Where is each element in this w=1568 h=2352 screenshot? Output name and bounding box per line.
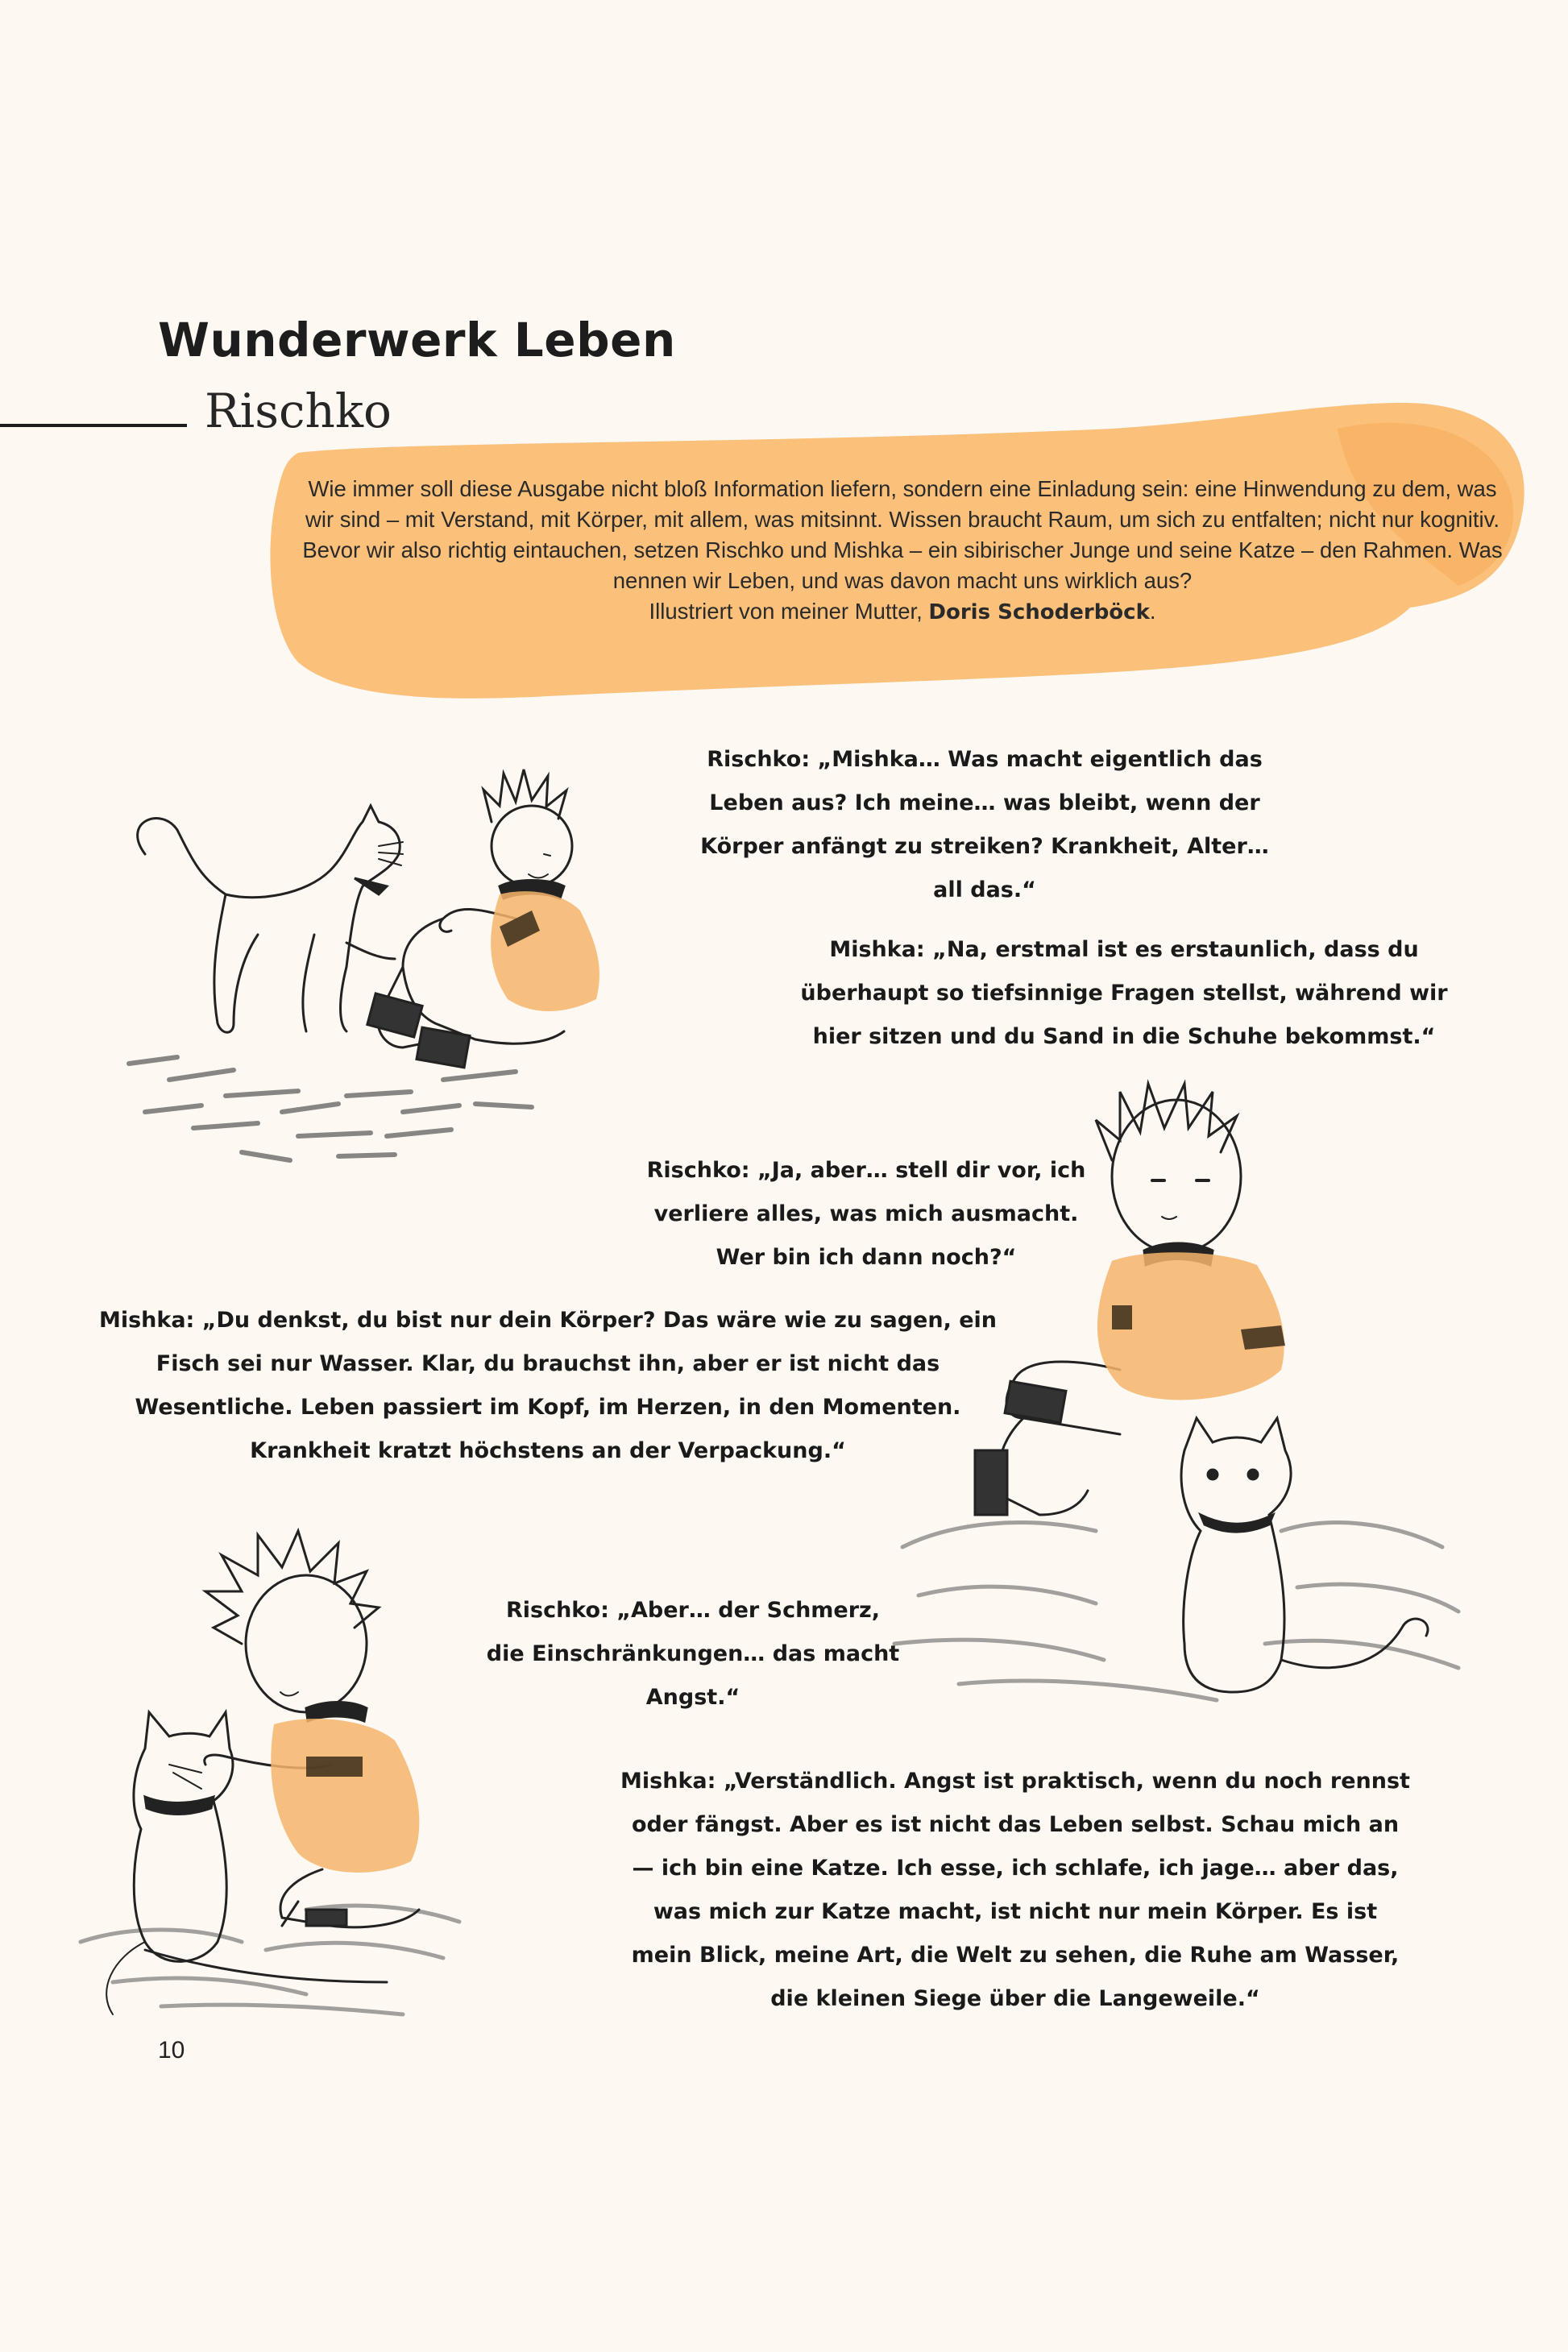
intro-credit bbox=[298, 596, 1507, 628]
dialogue-rischko-2: Rischko: „Ja, aber… stell dir vor, ich verliere alles, was mich ausmacht. Wer bin ich dann noch?“ bbox=[646, 1158, 1086, 1270]
page-number: 10 bbox=[158, 2037, 185, 2064]
intro-text bbox=[298, 474, 1507, 628]
dialogue-rischko-1: Rischko: „Mishka… Was macht eigentlich das Leben aus? Ich meine… was bleibt, wenn der Körper anfängt zu streiken? Krankheit, Alter… all das.“ bbox=[700, 747, 1269, 902]
intro-paragraph-2: Bevor wir also richtig eintauchen, setzen Rischko und Mishka – ein sibirischer Junge und seine Katze – den Rahmen. Was nennen wir Leben, und was davon macht uns wirklich aus? bbox=[302, 537, 1503, 593]
dialogue-rischko-3: Rischko: „Aber… der Schmerz, die Einschränkungen… das macht Angst.“ bbox=[486, 1598, 900, 1710]
illustration-boy-and-cat-sitting bbox=[97, 757, 757, 1176]
dialogue-mishka-3: Mishka: „Verständlich. Angst ist praktisch, wenn du noch rennst oder fängst. Aber es ist nicht das Leben selbst. Schau mich an — ich bin eine Katze. Ich esse, ich schlafe, ich jage… aber das, was mich zur Katze macht, ist nicht nur mein Körper. Es ist mein Blick, meine Art, die Welt zu sehen, die Ruhe am Wasser, die kleinen Siege über die Langeweile.“ bbox=[620, 1769, 1410, 2011]
title-rule bbox=[0, 424, 187, 427]
article-title: Wunderwerk Leben bbox=[158, 313, 676, 367]
dialogue-mishka-1: Mishka: „Na, erstmal ist es erstaunlich, dass du überhaupt so tiefsinnige Fragen stellst, während wir hier sitzen und du Sand in die Schuhe bekommst.“ bbox=[800, 937, 1448, 1049]
illustration-boy-petting-cat bbox=[64, 1523, 548, 2022]
illustrator-name: Doris Schoderböck bbox=[928, 600, 1150, 624]
credit-prefix: Illustriert von meiner Mutter, bbox=[649, 599, 929, 624]
intro-paragraph-1: Wie immer soll diese Ausgabe nicht bloß Information liefern, sondern eine Einladung sein: eine Hinwendung zu dem, was wir sind – mit Verstand, mit Körper, mit allem, was mitsinnt. Wissen braucht Raum, um sich zu entfalten; nicht nur kognitiv. bbox=[305, 476, 1500, 532]
credit-suffix: . bbox=[1149, 599, 1156, 624]
dialogue-mishka-2: Mishka: „Du denkst, du bist nur dein Körper? Das wäre wie zu sagen, ein Fisch sei nur Wasser. Klar, du brauchst ihn, aber er ist nicht das Wesentliche. Leben passiert im Kopf, im Herzen, in den Momenten. Krankheit kratzt höchstens an der Verpackung.“ bbox=[98, 1308, 998, 1463]
author-name: Rischko bbox=[205, 384, 392, 438]
